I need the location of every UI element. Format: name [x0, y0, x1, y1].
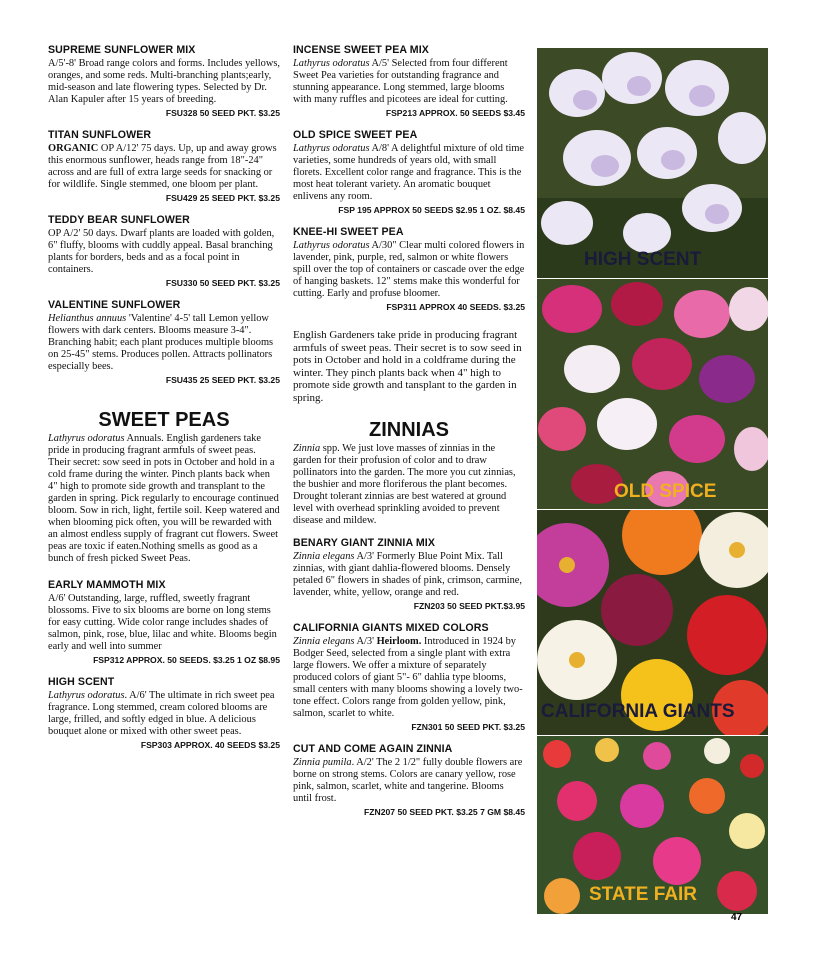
entry-text: . A/6' The ultimate in rich sweet pea fragrance. Long stemmed, cream colored blooms are large, frilled, and softly edged in blue. A delicious bouquet alone or mixed with other sweet peas.: [48, 690, 275, 737]
entry-text: OP A/12' 75 days. Up, up and away grows this enormous sunflower, heads range from 18"-24" across and are full of extra large seeds for snacking or for wildlife. Single stemmed, one bloom per plant.: [48, 143, 277, 190]
knee-hi-sweet-pea-entry: [293, 226, 525, 313]
order-info: FSP311 APPROX 40 SEEDS. $3.25: [386, 302, 525, 312]
order-info: FSP312 APPROX. 50 SEEDS. $3.25 1 OZ $8.95: [93, 655, 280, 665]
early-mammoth-entry: [48, 579, 280, 666]
california-giants-entry: [293, 622, 525, 733]
note-text: English Gardeners take pride in producing fragrant armfuls of sweet peas. Their secret is to sow seed in pots in October and hold in a coldframe during the winter. They pinch plants back when 4" high to promote side growth and tansplant to the garden in spring.: [293, 329, 522, 404]
benary-giant-zinnia-entry: [293, 537, 525, 612]
latin-name: Lathyrus odoratus: [48, 433, 125, 444]
entry-title: SUPREME SUNFLOWER MIX: [48, 44, 196, 56]
order-info: FSP213 APPROX. 50 SEEDS $3.45: [385, 108, 525, 118]
california-giants-photo: [537, 510, 768, 735]
entry-description: [293, 240, 525, 300]
high-scent-entry: [48, 676, 280, 751]
entry-text: spp. We just love masses of zinnias in the garden for their profusion of color and to draw pollinators into the garden. The more you cut zinnias, the bushier and more floriferous the plant becomes. Drought tolerant zinnias are best watered at ground level with overhead sprinkling avoided to prevent disease and mildew.: [293, 443, 516, 526]
entry-description: [293, 551, 525, 599]
sweet-peas-section: [48, 408, 280, 565]
organic-label: ORGANIC: [48, 143, 99, 154]
entry-text: . A/2' The 2 1/2" fully double flowers are borne on strong stems. Colors are canary yellow, rose pink, salmon, scarlet, white and tangerine. Blooms until frost.: [293, 757, 523, 804]
photo-label: OLD SPICE: [614, 481, 717, 502]
zinnias-section: [293, 418, 525, 527]
page-number: 47: [731, 912, 743, 923]
latin-name: Zinnia pumila: [293, 757, 352, 768]
sweet-pea-mixed-illustration: [537, 279, 768, 509]
state-fair-photo: [537, 736, 768, 914]
photo-label: STATE FAIR: [589, 884, 698, 905]
middle-column: [293, 44, 525, 828]
supreme-sunflower-entry: [48, 44, 280, 119]
latin-name: Zinnia elegans: [293, 636, 355, 647]
entry-text: Annuals. English gardeners take pride in producing fragrant armfuls of sweet peas. Their secret: sow seed in pots in October and hold in a cold frame during the winter. Pinch plants back when 4" high to promote side growth and transplant to the garden in spring. Pick regularly to encourage continued bloom. Sow in rich, light, fertile soil. Keep watered and when blooming pick often, you will be rewarded with an almost endless supply of fragrant cut flowers. Sweet peas are toxic if eaten.Nothing smells as good as a bunch of fresh picked Sweet Peas.: [48, 433, 280, 564]
section-intro: [293, 443, 525, 527]
old-spice-sweet-pea-entry: [293, 129, 525, 216]
section-intro: [48, 433, 280, 565]
latin-name: Zinnia elegans: [293, 551, 355, 562]
latin-name: Lathyrus odoratus: [48, 690, 125, 701]
latin-name: Helianthus annuus: [48, 313, 127, 324]
entry-title: TITAN SUNFLOWER: [48, 129, 152, 141]
entry-title: TEDDY BEAR SUNFLOWER: [48, 214, 190, 226]
photo-column: [537, 48, 768, 914]
entry-text: Introduced in 1924 by Bodger Seed, selected from a single plant with extra large flowers. We offer a mixture of separately produced colors of giant 5"- 6" dahlia type blooms, small centers with many blooms showing a lovely two-tone effect. Colors range from golden yellow, pink, salmon, scarlet to white.: [293, 636, 523, 719]
section-heading: SWEET PEAS: [98, 409, 230, 431]
entry-title: OLD SPICE SWEET PEA: [293, 129, 418, 141]
entry-description: [293, 636, 525, 720]
teddy-bear-sunflower-entry: [48, 214, 280, 289]
order-info: FSU429 25 SEED PKT. $3.25: [165, 193, 280, 203]
order-info: FSP303 APPROX. 40 SEEDS $3.25: [140, 740, 280, 750]
entry-description: OP A/2' 50 days. Dwarf plants are loaded with golden, 6" fluffy, blooms with cuddly appeal. Basal branching plants for borders, beds and as a focal point in containers.: [48, 228, 275, 275]
entry-description: [293, 58, 525, 106]
photo-label: HIGH SCENT: [584, 249, 702, 270]
entry-description: [293, 143, 525, 203]
english-gardeners-note: [293, 329, 525, 404]
entry-title: KNEE-HI SWEET PEA: [293, 226, 404, 238]
entry-title: EARLY MAMMOTH MIX: [48, 579, 166, 591]
entry-title: INCENSE SWEET PEA MIX: [293, 44, 429, 56]
entry-description: [48, 690, 280, 738]
latin-name: Zinnia: [293, 443, 321, 454]
entry-size: A/3': [354, 636, 377, 647]
old-spice-photo: [537, 279, 768, 509]
entry-title: CUT AND COME AGAIN ZINNIA: [293, 743, 453, 755]
entry-text: 'Valentine' 4-5' tall Lemon yellow flowers with dark centers. Blooms measure 3-4". Branching habit; each plant produces multiple blooms on 25-45" stems. Produces pollen. Attracts pollinators especially bees.: [48, 313, 274, 372]
entry-text: A/5' Selected from four different Sweet Pea varieties for outstanding fragrance and stunning appearance. Long stemmed, large blooms with many ruffles and picotees are ideal for cutting.: [293, 58, 508, 105]
entry-description: A/5'-8' Broad range colors and forms. Includes yellows, oranges, and some reds. Multi-branching plants;early, mid-season and late flowering types. Selected by Dr. Alan Kapuler after 15 years of breeding.: [48, 58, 280, 105]
latin-name: Lathyrus odoratus: [293, 240, 370, 251]
entry-description: [48, 313, 280, 373]
entry-description: A/6' Outstanding, large, ruffled, sweetly fragrant blossoms. Five to six blooms are borne on long stems for easy cutting. Wide color range includes shades of salmon, pink, rose, blue, lilac and white. Blooms begin early and well into summer: [48, 593, 277, 652]
order-info: FSP 195 APPROX 50 SEEDS $2.95 1 OZ. $8.45: [338, 205, 525, 215]
left-column: [48, 44, 280, 761]
entry-title: VALENTINE SUNFLOWER: [48, 299, 181, 311]
titan-sunflower-entry: [48, 129, 280, 204]
entry-text: A/8' A delightful mixture of old time varieties, some hundreds of years old, with small florets. Excellent color range and fragrance. This is the most heat tolerant variety. An aromatic bouquet enlivens any room.: [293, 143, 525, 202]
incense-sweet-pea-entry: [293, 44, 525, 119]
sweet-pea-white-illustration: [537, 48, 768, 278]
latin-name: Lathyrus odoratus: [293, 143, 370, 154]
entry-title: HIGH SCENT: [48, 676, 115, 688]
entry-title: BENARY GIANT ZINNIA MIX: [293, 537, 435, 549]
valentine-sunflower-entry: [48, 299, 280, 386]
entry-text: A/30" Clear multi colored flowers in lavender, pink, purple, red, salmon or white flowers spill over the top of containers or cascade over the edge of hanging baskets. 12" stems make this wonderful for cutting. Early and profuse bloomer.: [293, 240, 525, 299]
entry-text: A/3' Formerly Blue Point Mix. Tall zinnias, with giant dahlia-flowered blooms. Densely petaled 6" flowers in shades of pink, crimson, carmine, lavender, white, yellow, orange and red.: [293, 551, 523, 598]
order-info: FSU330 50 SEED PKT. $3.25: [165, 278, 280, 288]
order-info: FZN203 50 SEED PKT.$3.95: [413, 601, 525, 611]
section-heading: ZINNIAS: [369, 419, 449, 441]
order-info: FSU328 50 SEED PKT. $3.25: [165, 108, 280, 118]
order-info: FZN301 50 SEED PKT. $3.25: [411, 722, 525, 732]
entry-description: [293, 757, 525, 805]
entry-description: [48, 143, 280, 191]
order-info: FZN207 50 SEED PKT. $3.25 7 GM $8.45: [364, 807, 525, 817]
heirloom-label: Heirloom.: [376, 636, 422, 647]
order-info: FSU435 25 SEED PKT. $3.25: [165, 375, 280, 385]
photo-label: CALIFORNIA GIANTS: [541, 701, 735, 722]
cut-and-come-again-entry: [293, 743, 525, 818]
entry-title: CALIFORNIA GIANTS MIXED COLORS: [293, 622, 489, 634]
latin-name: Lathyrus odoratus: [293, 58, 370, 69]
high-scent-photo: [537, 48, 768, 278]
